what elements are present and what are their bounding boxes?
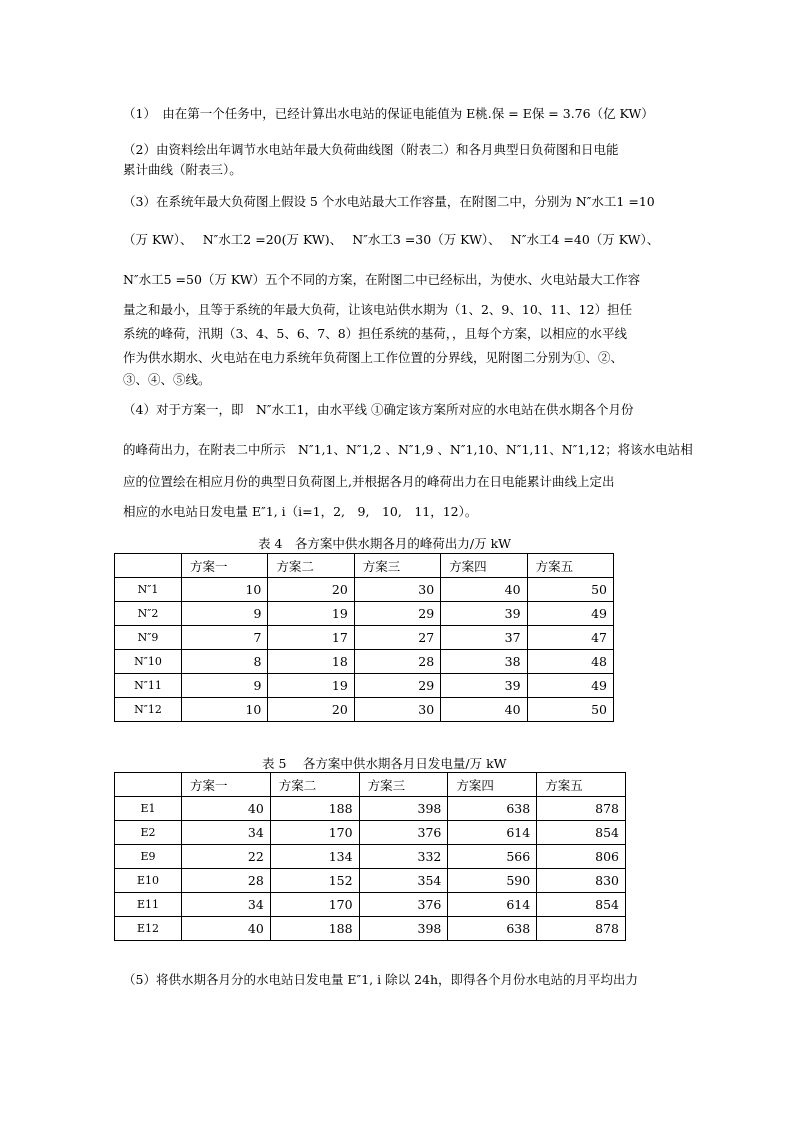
table-cell: 614 (448, 893, 537, 917)
table-cell: 28 (354, 650, 440, 674)
table-cell: 152 (270, 869, 359, 893)
row-label: E2 (115, 821, 182, 845)
table-cell: 170 (270, 821, 359, 845)
table-row (115, 917, 626, 941)
table-cell: 39 (441, 602, 527, 626)
table-cell: 614 (448, 821, 537, 845)
table-cell: 8 (182, 650, 268, 674)
table-cell: 19 (268, 602, 354, 626)
table-row (115, 674, 614, 698)
table-cell: 40 (182, 917, 271, 941)
table-cell: 40 (182, 797, 271, 821)
paragraph-3-line-7: ③、④、⑤线。 (123, 372, 211, 387)
table-cell: 566 (448, 845, 537, 869)
table-cell: 38 (441, 650, 527, 674)
row-label: N″10 (115, 650, 182, 674)
table-row (115, 698, 614, 722)
table-cell: 354 (359, 869, 448, 893)
table-cell: 398 (359, 917, 448, 941)
paragraph-4-line-1: （4）对于方案一，即 N″水工1，由水平线 ①确定该方案所对应的水电站在供水期各个月份 (123, 402, 634, 417)
table-cell: 19 (268, 674, 354, 698)
table-4-header-cell: 方案二 (268, 554, 354, 578)
row-label: N″12 (115, 698, 182, 722)
table-cell: 34 (182, 893, 271, 917)
table-cell: 30 (354, 698, 440, 722)
paragraph-3-line-6: 作为供水期水、火电站在电力系统年负荷图上工作位置的分界线，见附图二分别为①、②、 (123, 350, 624, 365)
table-cell: 34 (182, 821, 271, 845)
table-row (115, 602, 614, 626)
table-cell: 37 (441, 626, 527, 650)
table-5-header-cell (115, 773, 182, 797)
table-cell: 28 (182, 869, 271, 893)
table-4 (114, 553, 614, 722)
paragraph-3-line-1: （3）在系统年最大负荷图上假设 5 个水电站最大工作容量，在附图二中，分别为 N″水工1 =10 (123, 194, 655, 209)
table-cell: 29 (354, 602, 440, 626)
table-cell: 20 (268, 698, 354, 722)
table-cell: 50 (527, 698, 613, 722)
table-cell: 806 (537, 845, 626, 869)
paragraph-3-line-4: 量之和最小，且等于系统的年最大负荷，让该电站供水期为（1、2、9、10、11、12）担任 (123, 302, 633, 317)
table-5-header-cell: 方案一 (182, 773, 271, 797)
table-5-header-cell: 方案二 (270, 773, 359, 797)
table-row (115, 821, 626, 845)
table-cell: 638 (448, 917, 537, 941)
table-cell: 854 (537, 821, 626, 845)
table-cell: 398 (359, 797, 448, 821)
table-cell: 830 (537, 869, 626, 893)
table-cell: 17 (268, 626, 354, 650)
row-label: E9 (115, 845, 182, 869)
table-4-caption: 表 4 各方案中供水期各月的峰荷出力/万 kW (258, 536, 512, 551)
table-cell: 49 (527, 602, 613, 626)
paragraph-3-line-5: 系统的峰荷，汛期（3、4、5、6、7、8）担任系统的基荷，，且每个方案，以相应的水平线 (123, 326, 627, 341)
table-cell: 39 (441, 674, 527, 698)
table-cell: 47 (527, 626, 613, 650)
table-4-header-row (115, 554, 614, 578)
row-label: N″1 (115, 578, 182, 602)
paragraph-1: （1） 由在第一个任务中，已经计算出水电站的保证电能值为 E桃.保 = E保 = 3.76（亿 KW） (123, 106, 654, 121)
paragraph-2-line-1: （2）由资料绘出年调节水电站年最大负荷曲线图（附表二）和各月典型日负荷图和日电能 (123, 142, 619, 157)
table-cell: 9 (182, 674, 268, 698)
table-row (115, 869, 626, 893)
table-cell: 854 (537, 893, 626, 917)
table-cell: 48 (527, 650, 613, 674)
table-cell: 18 (268, 650, 354, 674)
table-4-header-cell: 方案三 (354, 554, 440, 578)
table-cell: 638 (448, 797, 537, 821)
table-cell: 7 (182, 626, 268, 650)
paragraph-3-line-2: （万 KW）、 N″水工2 =20(万 KW)、 N″水工3 =30（万 KW）、 N″水工4 =40（万 KW）、 (123, 232, 660, 247)
row-label: E12 (115, 917, 182, 941)
table-cell: 590 (448, 869, 537, 893)
table-4-header-cell: 方案一 (182, 554, 268, 578)
table-cell: 20 (268, 578, 354, 602)
table-5-caption: 表 5 各方案中供水期各月日发电量/万 kW (262, 756, 507, 771)
table-cell: 170 (270, 893, 359, 917)
table-5 (114, 772, 626, 941)
row-label: N″2 (115, 602, 182, 626)
table-cell: 50 (527, 578, 613, 602)
table-cell: 332 (359, 845, 448, 869)
table-row (115, 578, 614, 602)
table-cell: 10 (182, 698, 268, 722)
table-5-header-cell: 方案四 (448, 773, 537, 797)
table-5-header-cell: 方案三 (359, 773, 448, 797)
table-4-header-cell: 方案五 (527, 554, 613, 578)
table-5-header-cell: 方案五 (537, 773, 626, 797)
table-cell: 30 (354, 578, 440, 602)
paragraph-4-line-3: 应的位置绘在相应月份的典型日负荷图上,并根据各月的峰荷出力在日电能累计曲线上定出 (123, 474, 615, 489)
paragraph-5: （5）将供水期各月分的水电站日发电量 E″1, i 除以 24h，即得各个月份水电站的月平均出力 (123, 972, 639, 987)
row-label: E11 (115, 893, 182, 917)
table-5-header-row (115, 773, 626, 797)
table-row (115, 797, 626, 821)
table-cell: 40 (441, 578, 527, 602)
row-label: E10 (115, 869, 182, 893)
table-cell: 188 (270, 917, 359, 941)
table-row (115, 650, 614, 674)
table-cell: 40 (441, 698, 527, 722)
table-cell: 376 (359, 893, 448, 917)
row-label: N″11 (115, 674, 182, 698)
table-row (115, 845, 626, 869)
table-4-header-cell (115, 554, 182, 578)
table-cell: 49 (527, 674, 613, 698)
table-cell: 10 (182, 578, 268, 602)
table-cell: 29 (354, 674, 440, 698)
table-cell: 27 (354, 626, 440, 650)
row-label: N″9 (115, 626, 182, 650)
table-row (115, 626, 614, 650)
table-cell: 878 (537, 797, 626, 821)
row-label: E1 (115, 797, 182, 821)
paragraph-2-line-2: 累计曲线（附表三）。 (123, 162, 242, 177)
paragraph-4-line-4: 相应的水电站日发电量 E″1, i（i=1，2, 9, 10, 11，12）。 (123, 504, 478, 519)
table-row (115, 893, 626, 917)
paragraph-4-line-2: 的峰荷出力，在附表二中所示 N″1,1、N″1,2 、N″1,9 、N″1,10、N″1,11、N″1,12；将该水电站相 (123, 442, 693, 457)
table-cell: 188 (270, 797, 359, 821)
paragraph-3-line-3: N″水工5 =50（万 KW）五个不同的方案，在附图二中已经标出，为使水、火电站最大工作容 (123, 272, 641, 287)
table-cell: 134 (270, 845, 359, 869)
table-4-header-cell: 方案四 (441, 554, 527, 578)
table-cell: 22 (182, 845, 271, 869)
table-cell: 376 (359, 821, 448, 845)
table-cell: 9 (182, 602, 268, 626)
table-cell: 878 (537, 917, 626, 941)
